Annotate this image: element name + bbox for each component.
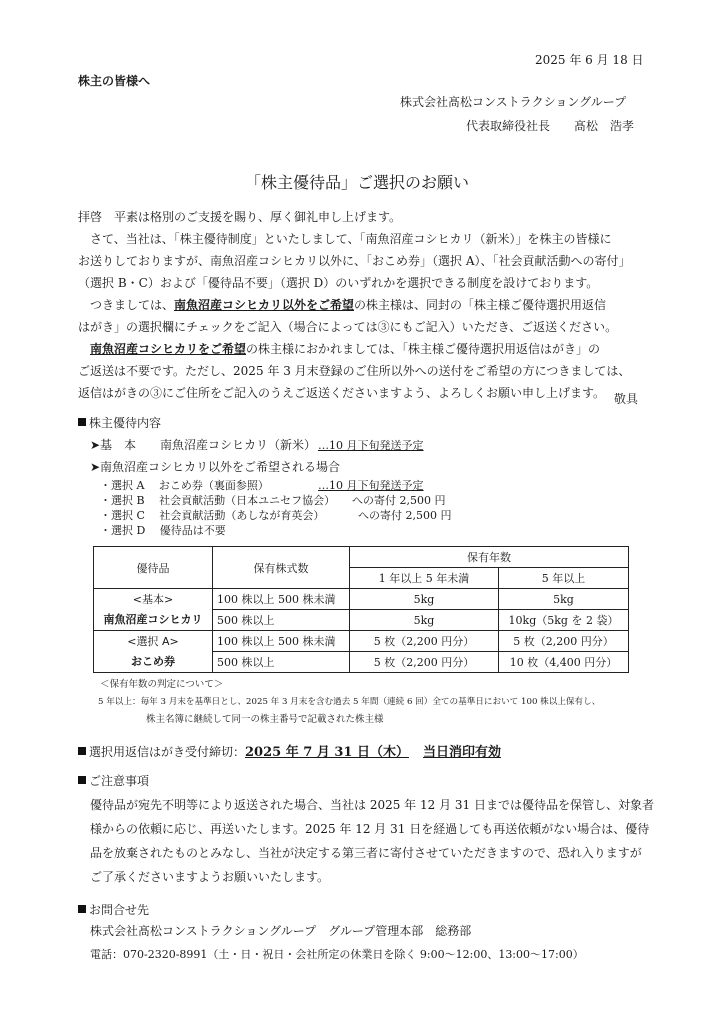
- holding-note-line: 株主名簿に継続して同一の株主番号で記載された株主様: [146, 714, 384, 725]
- table-cell: 5kg: [499, 589, 629, 610]
- option-b: ・選択 B 社会貢献活動（日本ユニセフ協会）: [100, 494, 336, 507]
- square-bullet-icon: [78, 905, 86, 913]
- notice-body: [90, 793, 654, 889]
- notice-line: 品を放棄されたものとみなし、当社が決定する第三者に寄付させていただきますので、恐れ入りますが: [90, 846, 642, 860]
- square-bullet-icon: [78, 747, 86, 755]
- other-option-heading: ➤南魚沼産コシヒカリ以外をご希望される場合: [90, 460, 341, 474]
- closing: 敬具: [614, 392, 639, 406]
- recipient: 株主の皆様へ: [78, 74, 151, 88]
- deadline: [78, 741, 501, 760]
- letter-line: （選択 B・C）および「優待品不要」（選択 D）のいずれかを選択できる制度を設けております。: [78, 276, 599, 290]
- contact-heading-text: お問合せ先: [89, 903, 150, 917]
- letter-line: ご返送は不要です。ただし、2025 年 3 月末登録のご住所以外への送付をご希望の方につきましては、: [78, 364, 631, 378]
- basic-option: ➤基 本 南魚沼産コシヒカリ（新米）: [90, 438, 317, 452]
- letter-text: の株主様は、同封の「株主様ご優待選択用返信: [354, 298, 607, 312]
- emphasis-text: 南魚沼産コシヒカリをご希望: [90, 342, 247, 356]
- table-header-item: 優待品: [94, 547, 213, 589]
- letter-line: 返信はがきの③にご住所をご記入のうえご返送くださいますよう、よろしくお願い申し上げます。: [78, 386, 606, 400]
- basic-shipping-note: …10 月下旬発送予定: [318, 439, 424, 452]
- holding-note-heading: ＜保有年数の判定について＞: [100, 679, 224, 690]
- page-title: 「株主優待品」ご選択のお願い: [245, 173, 470, 192]
- representative: 代表取締役社長 髙松 浩孝: [466, 119, 635, 133]
- letter-line: 拝啓 平素は格別のご支援を賜り、厚く御礼申し上げます。: [78, 210, 402, 224]
- letter-line: [78, 294, 638, 316]
- table-row: [94, 589, 629, 610]
- letter-text: の株主様におかれましては、「株主様ご優待選択用返信はがき」の: [246, 342, 601, 356]
- table-cell: 500 株以上: [213, 652, 350, 673]
- notice-line: 様からの依頼に応じ、再送いたします。2025 年 12 月 31 日を経過しても再送依頼がない場合は、優待: [90, 822, 650, 836]
- table-row: [94, 631, 629, 652]
- option-c: ・選択 C 社会貢献活動（あしなが育英会）: [100, 509, 325, 522]
- table-cell: 5kg: [350, 589, 499, 610]
- table-cell: 5kg: [350, 610, 499, 631]
- company-name: 株式会社髙松コンストラクショングループ: [400, 95, 627, 109]
- deadline-postmark: 当日消印有効: [422, 745, 501, 760]
- notice-line: 優待品が宛先不明等により返送された場合、当社は 2025 年 12 月 31 日までは優待品を保管し、対象者: [90, 798, 654, 812]
- option-d: ・選択 D 優待品は不要: [100, 524, 226, 537]
- holding-note-line: 5 年以上：毎年 3 月末を基準日とし、2025 年 3 月末を含む過去 5 年間（連続 6 回）全ての基準日において 100 株以上保有し、: [98, 697, 601, 707]
- letter-line: さて、当社は、「株主優待制度」といたしまして、「南魚沼産コシヒカリ（新米）」を株主の皆様に: [90, 232, 612, 246]
- item-group-name: おこめ券: [131, 654, 175, 668]
- item-group-label: <基本>: [132, 592, 174, 606]
- letter-line: はがき」の選択欄にチェックをご記入（場合によっては③にもご記入）いただき、ご返送ください。: [78, 320, 618, 334]
- letter-date: 2025 年 6 月 18 日: [535, 53, 644, 67]
- item-option-a: [94, 631, 213, 673]
- deadline-label: 選択用返信はがき受付締切：: [89, 745, 246, 759]
- notice-heading-text: ご注意事項: [89, 774, 150, 788]
- option-b-note: への寄付 2,500 円: [352, 494, 446, 507]
- table-header-years-5plus: 5 年以上: [499, 568, 629, 589]
- table-cell: 5 枚（2,200 円分）: [350, 652, 499, 673]
- emphasis-text: 南魚沼産コシヒカリ以外をご希望: [174, 298, 355, 312]
- table-header-years-1-5: 1 年以上 5 年未満: [350, 568, 499, 589]
- benefits-heading: [78, 414, 161, 431]
- option-c-note: への寄付 2,500 円: [358, 509, 452, 522]
- contact-phone: 電話：070-2320-8991（土・日・祝日・会社所定の休業日を除く 9:00～12:00、13:00～17:00）: [90, 948, 584, 961]
- table-cell: 100 株以上 500 株未満: [213, 589, 350, 610]
- deadline-date: 2025 年 7 月 31 日（木）: [245, 745, 409, 760]
- item-group-name: 南魚沼産コシヒカリ: [103, 612, 203, 626]
- contact-heading: [78, 901, 149, 918]
- square-bullet-icon: [78, 776, 86, 784]
- table-cell: 5 枚（2,200 円分）: [499, 631, 629, 652]
- square-bullet-icon: [78, 418, 86, 426]
- item-basic-rice: [94, 589, 213, 631]
- table-cell: 500 株以上: [213, 610, 350, 631]
- letter-text: つきましては、: [90, 298, 175, 312]
- letter-body: [78, 206, 638, 404]
- table-header-shares: 保有株式数: [213, 547, 350, 589]
- table-cell: 10 枚（4,400 円分）: [499, 652, 629, 673]
- table-cell: 5 枚（2,200 円分）: [350, 631, 499, 652]
- item-group-label: <選択 A>: [127, 634, 179, 648]
- letter-line: お送りしておりますが、南魚沼産コシヒカリ以外に、「おこめ券」（選択 A）、「社会貢献活動への寄付」: [78, 254, 631, 268]
- notice-heading: [78, 772, 149, 789]
- option-a-note: …10 月下旬発送予定: [318, 479, 424, 492]
- letter-line: [78, 338, 638, 360]
- benefits-heading-text: 株主優待内容: [89, 416, 162, 430]
- table-header-years: 保有年数: [350, 547, 629, 568]
- notice-line: ご了承くださいますようお願いいたします。: [90, 870, 330, 884]
- option-a: ・選択 A おこめ券（裏面参照）: [100, 479, 269, 492]
- benefit-table: [93, 546, 629, 673]
- contact-org: 株式会社髙松コンストラクショングループ グループ管理本部 総務部: [90, 924, 472, 938]
- table-cell: 10kg（5kg を 2 袋）: [499, 610, 629, 631]
- table-cell: 100 株以上 500 株未満: [213, 631, 350, 652]
